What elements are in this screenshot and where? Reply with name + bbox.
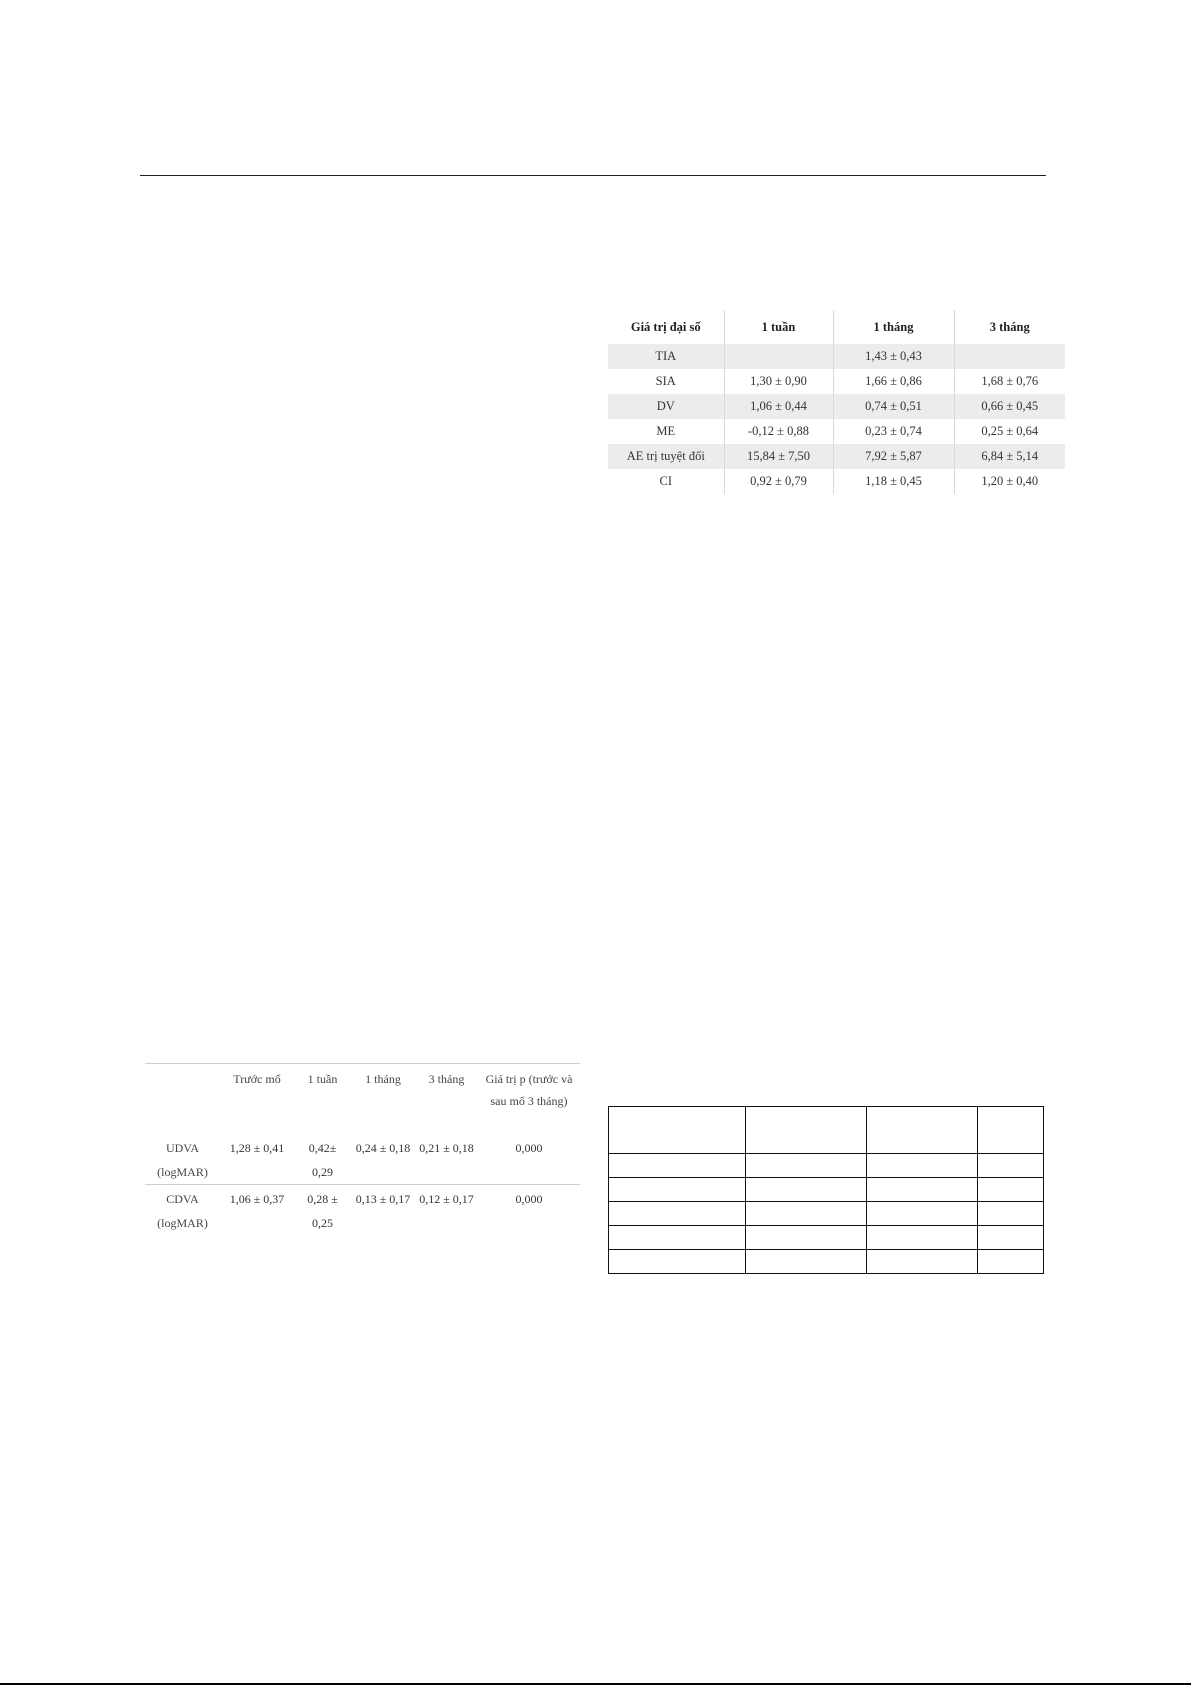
table-header-row: [145, 1064, 580, 1135]
cell-1-week: 0,42± 0,29: [308, 1141, 337, 1179]
algebraic-values-table: [608, 310, 1065, 494]
cell-3-months: 1,20 ± 0,40: [954, 469, 1065, 494]
cell-3-months: 1,68 ± 0,76: [954, 369, 1065, 394]
empty-cell: [609, 1154, 746, 1178]
cell-1-month: 0,13 ± 0,17: [351, 1185, 415, 1236]
table-row: [608, 444, 1065, 469]
empty-cell: [978, 1250, 1044, 1274]
table-row: [608, 369, 1065, 394]
column-header: [145, 1064, 220, 1135]
empty-cell: [746, 1178, 867, 1202]
cell-1-week: 1,30 ± 0,90: [724, 369, 833, 394]
table-header-row: [609, 1107, 1044, 1154]
table-row: [608, 394, 1065, 419]
header-rule: [140, 175, 1046, 176]
cell-1-month: 1,18 ± 0,45: [833, 469, 954, 494]
cell-1-week: 15,84 ± 7,50: [724, 444, 833, 469]
column-header: 1 tháng: [365, 1072, 401, 1086]
column-header: Trước mổ: [233, 1072, 281, 1086]
empty-cell: [867, 1226, 978, 1250]
table-row: [145, 1134, 580, 1185]
empty-cell: [978, 1107, 1044, 1154]
row-label: TIA: [608, 344, 724, 369]
empty-cell: [609, 1178, 746, 1202]
cell-3-months: 0,25 ± 0,64: [954, 419, 1065, 444]
table-row: [609, 1202, 1044, 1226]
cell-pre-op: 1,28 ± 0,41: [229, 1141, 285, 1155]
empty-cell: [746, 1250, 867, 1274]
empty-cell: [609, 1226, 746, 1250]
cell-3-months: 0,21 ± 0,18: [419, 1141, 474, 1155]
cell-1-month: 0,23 ± 0,74: [833, 419, 954, 444]
column-header: Giá trị đại số: [630, 319, 701, 334]
cell-3-months: [954, 344, 1065, 369]
row-label: CDVA (logMAR): [145, 1185, 220, 1236]
cell-3-months: 0,66 ± 0,45: [954, 394, 1065, 419]
empty-cell: [867, 1154, 978, 1178]
column-header: 3 tháng: [428, 1072, 465, 1086]
column-header: Giá trị p (trước và sau mổ 3 tháng): [485, 1072, 573, 1108]
cell-p-value: 0,000: [478, 1185, 580, 1236]
column-header: 1 tháng: [833, 310, 954, 344]
empty-cell: [746, 1154, 867, 1178]
table-row: [608, 419, 1065, 444]
table-row: [608, 344, 1065, 369]
cell-1-month: 0,74 ± 0,51: [833, 394, 954, 419]
cell-1-month: 0,24 ± 0,18: [355, 1141, 411, 1155]
cell-1-week: 0,92 ± 0,79: [724, 469, 833, 494]
row-label: AE trị tuyệt đối: [608, 444, 724, 469]
cell-p-value: 0,000: [515, 1141, 543, 1155]
cell-3-months: 6,84 ± 5,14: [954, 444, 1065, 469]
empty-cell: [746, 1226, 867, 1250]
table-row: [609, 1154, 1044, 1178]
empty-cell: [609, 1107, 746, 1154]
table-row: [609, 1226, 1044, 1250]
empty-cell: [978, 1202, 1044, 1226]
empty-cell: [867, 1202, 978, 1226]
table-row: [609, 1178, 1044, 1202]
cell-1-week: [724, 344, 833, 369]
column-header: 3 tháng: [954, 310, 1065, 344]
row-label: UDVA (logMAR): [157, 1141, 208, 1179]
row-label: CI: [659, 474, 672, 488]
table-row: [608, 469, 1065, 494]
empty-cell: [867, 1178, 978, 1202]
empty-cell: [746, 1202, 867, 1226]
empty-cell: [746, 1107, 867, 1154]
table-row: [609, 1250, 1044, 1274]
cell-1-week: 0,28 ± 0,25: [294, 1185, 351, 1236]
empty-cell: [978, 1178, 1044, 1202]
row-label: ME: [656, 424, 676, 438]
cell-1-month: 1,66 ± 0,86: [833, 369, 954, 394]
empty-cell: [609, 1250, 746, 1274]
cell-1-week: -0,12 ± 0,88: [724, 419, 833, 444]
row-label: DV: [608, 394, 724, 419]
table-header-row: [608, 310, 1065, 344]
cell-1-week: 1,06 ± 0,44: [724, 394, 833, 419]
empty-cell: [867, 1250, 978, 1274]
empty-cell: [867, 1107, 978, 1154]
cell-pre-op: 1,06 ± 0,37: [220, 1185, 294, 1236]
visual-acuity-table: [145, 1063, 580, 1235]
column-header: 1 tuần: [724, 310, 833, 344]
column-header: 1 tuần: [307, 1072, 338, 1086]
cell-3-months: 0,12 ± 0,17: [415, 1185, 478, 1236]
cell-1-month: 7,92 ± 5,87: [833, 444, 954, 469]
empty-cell: [978, 1226, 1044, 1250]
empty-cell: [978, 1154, 1044, 1178]
empty-cell: [609, 1202, 746, 1226]
table-row: [145, 1185, 580, 1236]
row-label: SIA: [655, 374, 676, 388]
cell-1-month: 1,43 ± 0,43: [833, 344, 954, 369]
empty-grid-table: [608, 1106, 1044, 1274]
